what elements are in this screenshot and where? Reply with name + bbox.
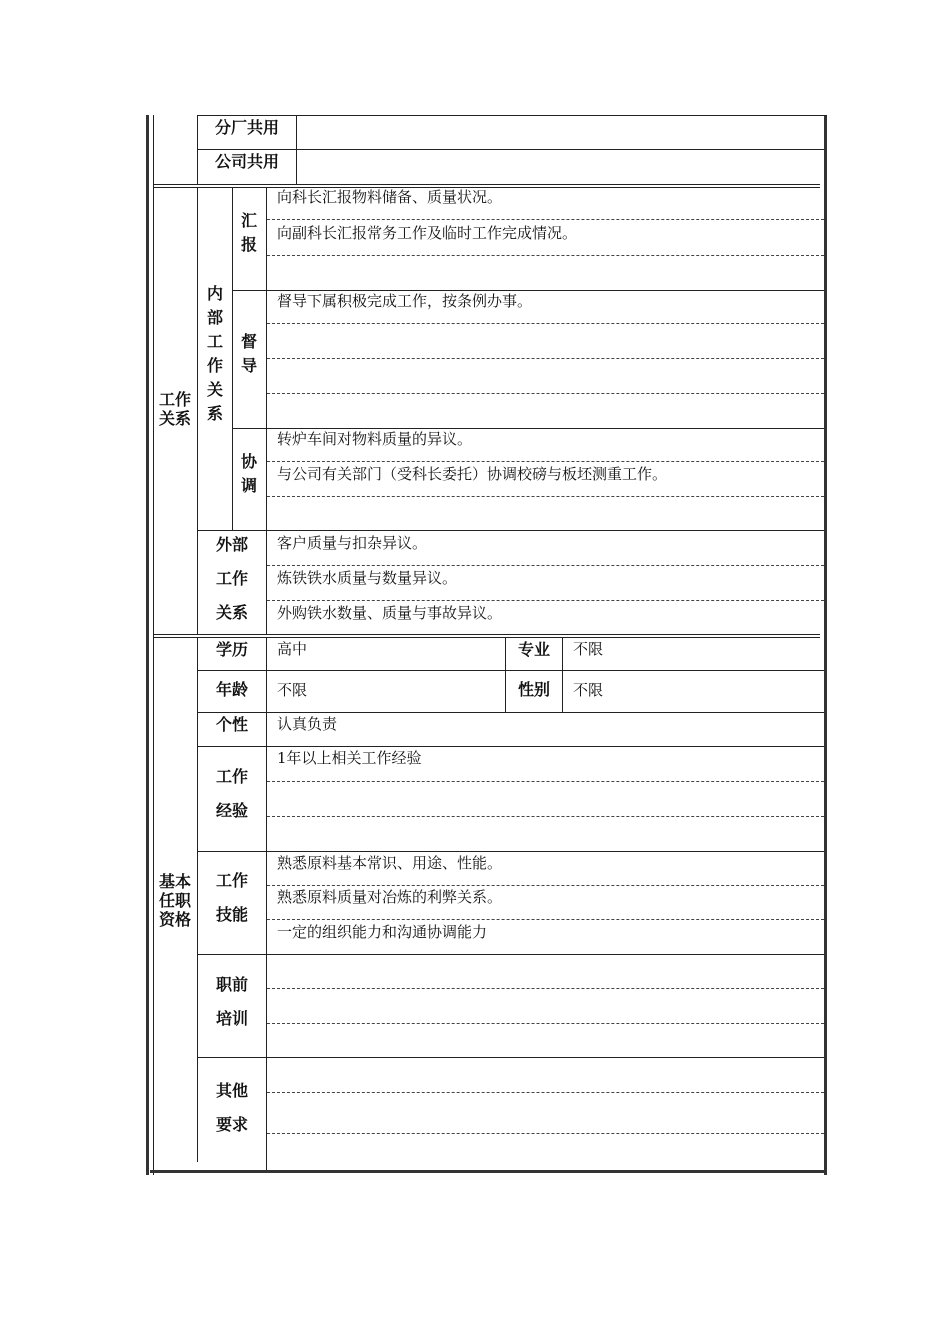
section-divider xyxy=(154,184,820,185)
experience-label-1: 工作 xyxy=(215,767,248,786)
left-inner-border xyxy=(153,115,154,1175)
dashed-rule xyxy=(267,393,824,394)
col-divider xyxy=(296,115,297,185)
external-label-2: 工作 xyxy=(215,569,248,588)
row-divider xyxy=(197,149,824,150)
col-divider xyxy=(266,637,267,1170)
left-border xyxy=(146,115,149,1175)
personality-label: 个性 xyxy=(215,715,248,734)
coordinate-line-1: 转炉车间对物料质量的异议。 xyxy=(277,430,473,448)
dashed-rule xyxy=(267,461,824,462)
dashed-rule xyxy=(267,988,824,989)
dashed-rule xyxy=(267,565,824,566)
other-label-2: 要求 xyxy=(215,1115,248,1134)
dashed-rule xyxy=(267,919,824,920)
dashed-rule xyxy=(267,781,824,782)
pre-training-label-2: 培训 xyxy=(215,1009,248,1028)
row-divider xyxy=(197,746,824,747)
skills-line-1: 熟悉原料基本常识、用途、性能。 xyxy=(277,854,503,872)
skills-line-2: 熟悉原料质量对冶炼的利弊关系。 xyxy=(277,888,503,906)
dashed-rule xyxy=(267,358,824,359)
dashed-rule xyxy=(267,496,824,497)
row-divider xyxy=(197,530,824,531)
row-divider xyxy=(232,290,824,291)
report-line-1: 向科长汇报物料储备、质量状况。 xyxy=(277,188,503,206)
coordinate-label: 协调 xyxy=(240,452,257,495)
qualifications-text: 基本任职资格 xyxy=(158,872,191,929)
external-label-1: 外部 xyxy=(215,535,248,554)
dashed-rule xyxy=(267,255,824,256)
gender-value: 不限 xyxy=(573,681,604,699)
dashed-rule xyxy=(267,323,824,324)
internal-relations-label: 内部工作关系 xyxy=(206,284,223,423)
dashed-rule xyxy=(267,1133,824,1134)
dashed-rule xyxy=(267,1023,824,1024)
major-label: 专业 xyxy=(517,640,550,659)
top-border xyxy=(197,115,827,116)
supervise-label: 督导 xyxy=(240,332,257,375)
report-label: 汇报 xyxy=(240,211,257,254)
major-value: 不限 xyxy=(573,640,604,658)
gender-label: 性别 xyxy=(517,680,550,699)
coordinate-line-2: 与公司有关部门（受科长委托）协调校磅与板坯测重工作。 xyxy=(277,465,668,483)
external-label-3: 关系 xyxy=(215,603,248,622)
external-line-1: 客户质量与扣杂异议。 xyxy=(277,534,428,552)
qualifications-label xyxy=(155,872,195,929)
bottom-border xyxy=(150,1170,827,1173)
row-divider xyxy=(197,851,824,852)
dashed-rule xyxy=(267,1092,824,1093)
dashed-rule xyxy=(267,219,824,220)
dashed-rule xyxy=(267,816,824,817)
external-line-2: 炼铁铁水质量与数量异议。 xyxy=(277,569,458,587)
skills-line-3: 一定的组织能力和沟通协调能力 xyxy=(277,923,488,941)
branch-shared-label: 分厂共用 xyxy=(214,118,279,137)
education-value: 高中 xyxy=(277,640,308,658)
pre-training-label-1: 职前 xyxy=(215,975,248,994)
skills-label-2: 技能 xyxy=(215,905,248,924)
age-label: 年龄 xyxy=(215,680,248,699)
col-divider xyxy=(562,637,563,712)
dashed-rule xyxy=(267,600,824,601)
row-divider xyxy=(197,712,824,713)
row-divider xyxy=(197,954,824,955)
skills-label-1: 工作 xyxy=(215,871,248,890)
personality-value: 认真负责 xyxy=(277,715,338,733)
row-divider xyxy=(197,670,824,671)
work-relations-text: 工作关系 xyxy=(158,390,191,428)
section-divider xyxy=(154,634,820,635)
row-divider xyxy=(232,428,824,429)
section-divider xyxy=(154,637,820,638)
right-border xyxy=(824,115,827,1175)
report-line-2: 向副科长汇报常务工作及临时工作完成情况。 xyxy=(277,224,578,242)
row-divider xyxy=(197,1057,824,1058)
supervise-line-1: 督导下属积极完成工作，按条例办事。 xyxy=(277,292,533,310)
work-relations-label xyxy=(155,390,195,428)
col-divider xyxy=(232,187,233,530)
age-value: 不限 xyxy=(277,681,308,699)
experience-line-1: 1年以上相关工作经验 xyxy=(277,749,422,767)
external-line-3: 外购铁水数量、质量与事故异议。 xyxy=(277,604,503,622)
experience-label-2: 经验 xyxy=(215,801,248,820)
company-shared-label: 公司共用 xyxy=(214,152,279,171)
dashed-rule xyxy=(267,885,824,886)
education-label: 学历 xyxy=(215,640,248,659)
other-label-1: 其他 xyxy=(215,1081,248,1100)
col-divider xyxy=(197,187,198,635)
